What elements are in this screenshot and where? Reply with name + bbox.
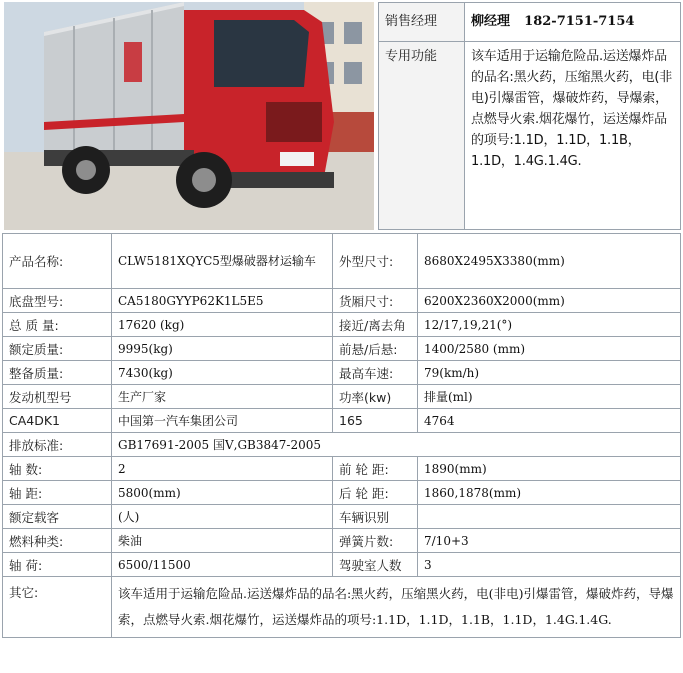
chassis-value: CA5180GYYP62K1L5E5 <box>112 289 333 313</box>
table-row <box>3 409 681 433</box>
table-row <box>3 481 681 505</box>
passengers-value: (人) <box>112 505 333 529</box>
table-row <box>3 457 681 481</box>
product-name-label: 产品名称: <box>3 234 112 289</box>
front-track-value: 1890(mm) <box>418 457 681 481</box>
angle-value: 12/17,19,21(°) <box>418 313 681 337</box>
power-label: 功率(kw) <box>333 385 418 409</box>
springs-value: 7/10+3 <box>418 529 681 553</box>
spec-table <box>2 233 681 638</box>
axles-label: 轴 数: <box>3 457 112 481</box>
chassis-label: 底盘型号: <box>3 289 112 313</box>
max-speed-label: 最高车速: <box>333 361 418 385</box>
other-label: 其它: <box>3 577 112 638</box>
special-function-text: 该车适用于运输危险品.运送爆炸品的品名:黑火药，压缩黑火药，电(非电)引爆雷管，爆破炸药，导爆索，点燃导火索.烟花爆竹，运送爆炸品的项号:1.1D，1.1D，1.1B，1.1D，1.4G.1.4G. <box>465 42 681 230</box>
axles-value: 2 <box>112 457 333 481</box>
truck-illustration <box>4 2 374 230</box>
vin-value <box>418 505 681 529</box>
dimensions-label: 外型尺寸: <box>333 234 418 289</box>
overhang-label: 前悬/后悬: <box>333 337 418 361</box>
header-block <box>0 0 683 232</box>
curb-mass-value: 7430(kg) <box>112 361 333 385</box>
manufacturer-label: 生产厂家 <box>112 385 333 409</box>
rated-mass-label: 额定质量: <box>3 337 112 361</box>
table-row <box>3 313 681 337</box>
passengers-label: 额定载客 <box>3 505 112 529</box>
other-value: 该车适用于运输危险品.运送爆炸品的品名:黑火药，压缩黑火药，电(非电)引爆雷管，爆破炸药，导爆索，点燃导火索.烟花爆竹，运送爆炸品的项号:1.1D，1.1D，1.1B，1.1D，1.4G.1.4G. <box>112 577 681 638</box>
table-row <box>3 577 681 638</box>
manager-name: 柳经理 <box>471 14 511 29</box>
displacement-value: 4764 <box>418 409 681 433</box>
table-row <box>3 385 681 409</box>
emission-value: GB17691-2005 国Ⅴ,GB3847-2005 <box>112 433 681 457</box>
springs-label: 弹簧片数: <box>333 529 418 553</box>
table-row <box>3 337 681 361</box>
power-value: 165 <box>333 409 418 433</box>
rear-track-label: 后 轮 距: <box>333 481 418 505</box>
contact-panel <box>378 2 681 230</box>
displacement-label: 排量(ml) <box>418 385 681 409</box>
sales-manager-label: 销售经理 <box>379 3 465 42</box>
angle-label: 接近/离去角 <box>333 313 418 337</box>
rear-track-value: 1860,1878(mm) <box>418 481 681 505</box>
axle-load-value: 6500/11500 <box>112 553 333 577</box>
fuel-value: 柴油 <box>112 529 333 553</box>
cargo-size-value: 6200X2360X2000(mm) <box>418 289 681 313</box>
cargo-size-label: 货厢尺寸: <box>333 289 418 313</box>
table-row <box>3 433 681 457</box>
product-name-value: CLW5181XQYC5型爆破器材运输车 <box>112 234 333 289</box>
curb-mass-label: 整备质量: <box>3 361 112 385</box>
table-row <box>3 234 681 289</box>
wheelbase-label: 轴 距: <box>3 481 112 505</box>
engine-label: 发动机型号 <box>3 385 112 409</box>
manager-phone: 182-7151-7154 <box>524 14 635 29</box>
cab-capacity-value: 3 <box>418 553 681 577</box>
manufacturer-value: 中国第一汽车集团公司 <box>112 409 333 433</box>
special-function-label: 专用功能 <box>379 42 465 230</box>
fuel-label: 燃料种类: <box>3 529 112 553</box>
table-row <box>3 505 681 529</box>
total-mass-label: 总 质 量: <box>3 313 112 337</box>
total-mass-value: 17620 (kg) <box>112 313 333 337</box>
table-row <box>3 529 681 553</box>
dimensions-value: 8680X2495X3380(mm) <box>418 234 681 289</box>
emission-label: 排放标准: <box>3 433 112 457</box>
rated-mass-value: 9995(kg) <box>112 337 333 361</box>
vin-label: 车辆识别 <box>333 505 418 529</box>
table-row <box>3 289 681 313</box>
front-track-label: 前 轮 距: <box>333 457 418 481</box>
table-row <box>3 361 681 385</box>
truck-photo <box>4 2 374 230</box>
axle-load-label: 轴 荷: <box>3 553 112 577</box>
overhang-value: 1400/2580 (mm) <box>418 337 681 361</box>
max-speed-value: 79(km/h) <box>418 361 681 385</box>
engine-value: CA4DK1 <box>3 409 112 433</box>
cab-capacity-label: 驾驶室人数 <box>333 553 418 577</box>
table-row <box>3 553 681 577</box>
sales-manager-value <box>465 3 681 42</box>
wheelbase-value: 5800(mm) <box>112 481 333 505</box>
